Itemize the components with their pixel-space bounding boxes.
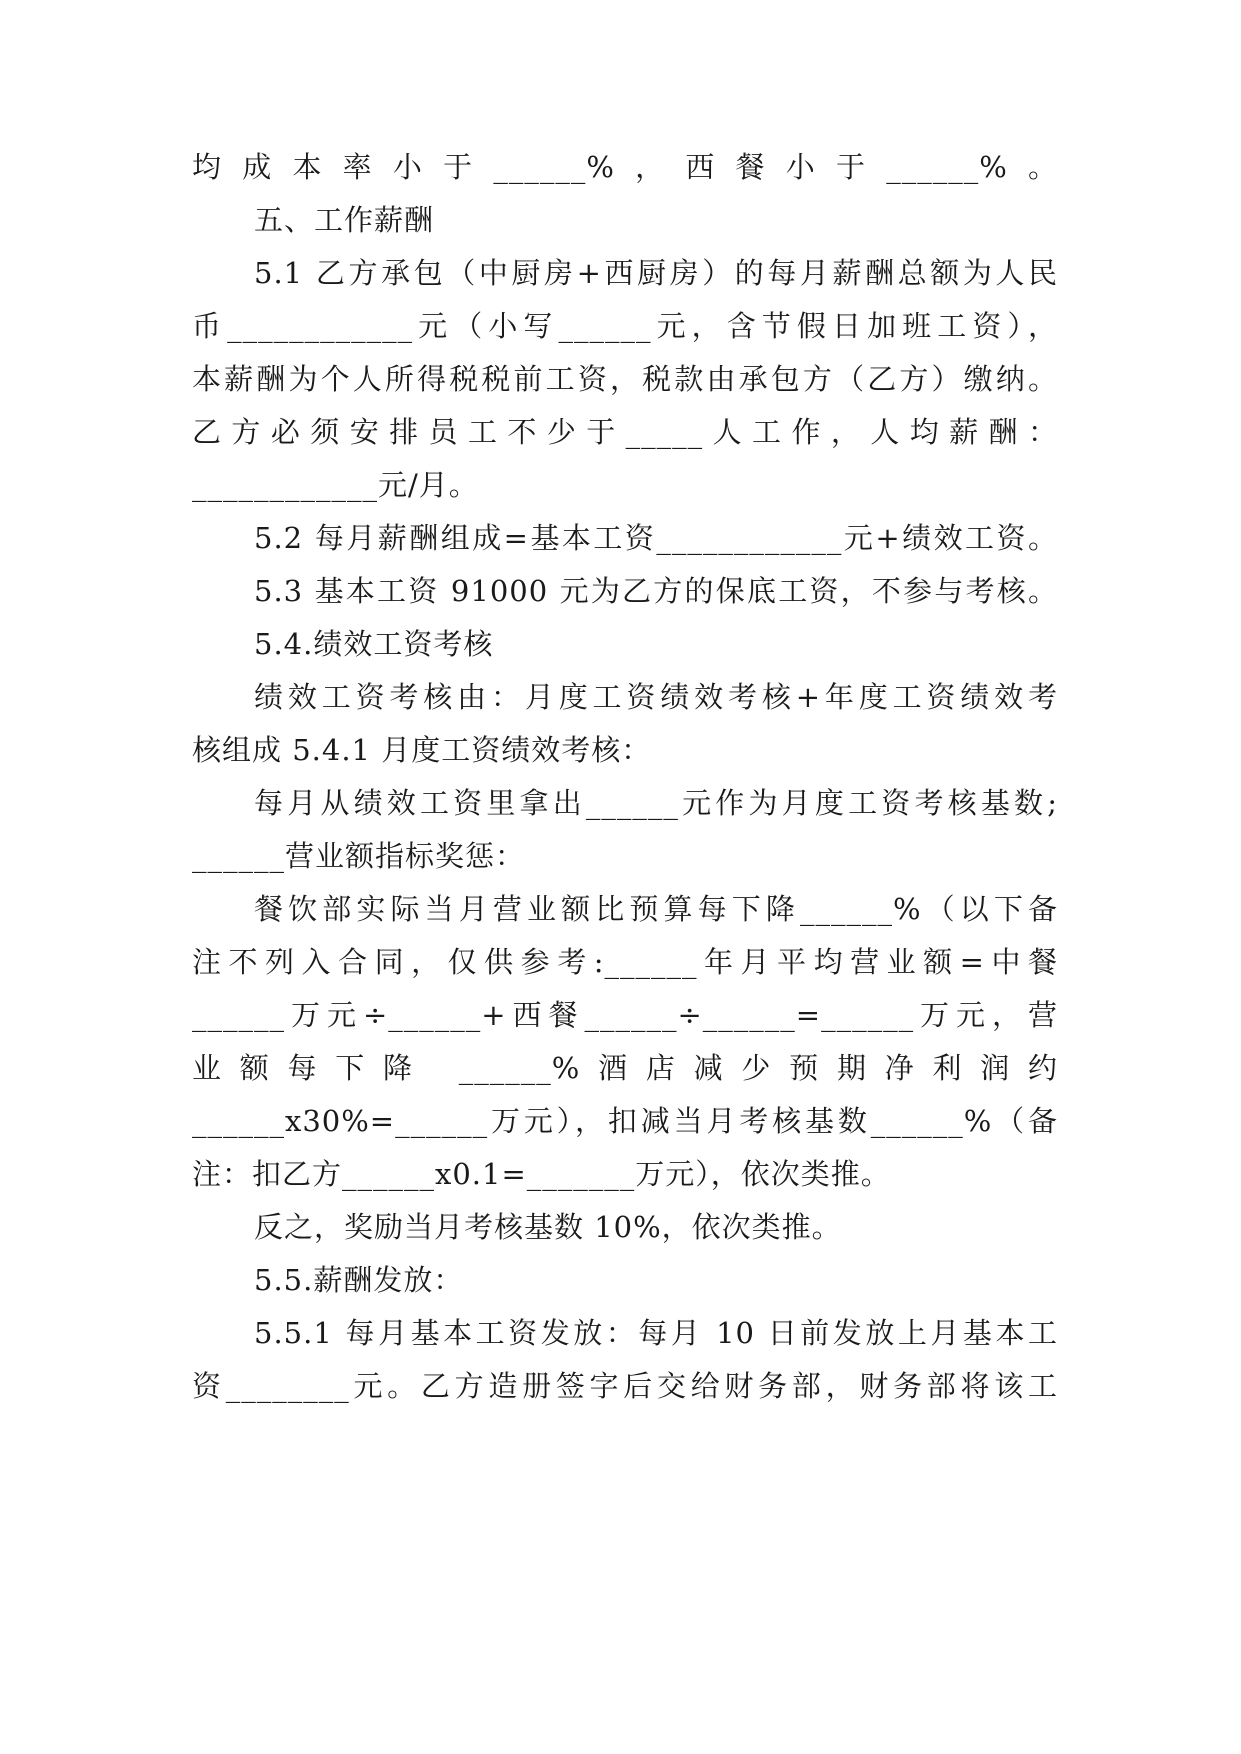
subsection-heading-5-5: 5.5.薪酬发放： bbox=[254, 1263, 464, 1297]
text-line-19: ______x30%=______万元），扣减当月考核基数______%（备 bbox=[192, 1104, 1058, 1138]
text-line-18: 业额每下降 ______%酒店减少预期净利润约 bbox=[192, 1051, 1058, 1085]
text-line-6: 乙方必须安排员工不少于_____人工作，人均薪酬： bbox=[192, 415, 1058, 449]
text-line-7: ____________元/月。 bbox=[192, 468, 479, 502]
text-line-11: 绩效工资考核由：月度工资绩效考核+年度工资绩效考 bbox=[254, 680, 1058, 714]
text-line-14: ______营业额指标奖惩： bbox=[192, 839, 526, 873]
subsection-heading-5-4: 5.4.绩效工资考核 bbox=[254, 627, 494, 661]
section-heading-5: 五、工作薪酬 bbox=[254, 203, 435, 237]
text-line-4: 币____________元（小写______元，含节假日加班工资）， bbox=[192, 309, 1058, 343]
text-line-13: 每月从绩效工资里拿出______元作为月度工资考核基数; bbox=[254, 786, 1058, 820]
text-line-21: 反之，奖励当月考核基数 10%，依次类推。 bbox=[254, 1210, 842, 1244]
text-line-9: 5.3 基本工资 91000 元为乙方的保底工资，不参与考核。 bbox=[254, 574, 1058, 608]
text-line-23: 5.5.1 每月基本工资发放：每月 10 日前发放上月基本工 bbox=[254, 1316, 1058, 1350]
text-line-17: ______万元÷______+西餐______÷______=______万元，营 bbox=[192, 998, 1058, 1032]
text-line-3: 5.1 乙方承包（中厨房+西厨房）的每月薪酬总额为人民 bbox=[254, 256, 1058, 290]
text-line-12: 核组成 5.4.1 月度工资绩效考核： bbox=[192, 733, 652, 767]
text-line-5: 本薪酬为个人所得税税前工资，税款由承包方（乙方）缴纳。 bbox=[192, 362, 1058, 396]
text-line-8: 5.2 每月薪酬组成=基本工资____________元+绩效工资。 bbox=[254, 521, 1058, 555]
text-line-20: 注：扣乙方______x0.1=_______万元），依次类推。 bbox=[192, 1157, 891, 1191]
text-line-1: 均成本率小于______%，西餐小于______%。 bbox=[192, 150, 1058, 184]
text-line-24: 资________元。乙方造册签字后交给财务部，财务部将该工 bbox=[192, 1369, 1058, 1403]
text-line-16: 注不列入合同，仅供参考:______年月平均营业额=中餐 bbox=[192, 945, 1058, 979]
text-line-15: 餐饮部实际当月营业额比预算每下降______%（以下备 bbox=[254, 892, 1058, 926]
